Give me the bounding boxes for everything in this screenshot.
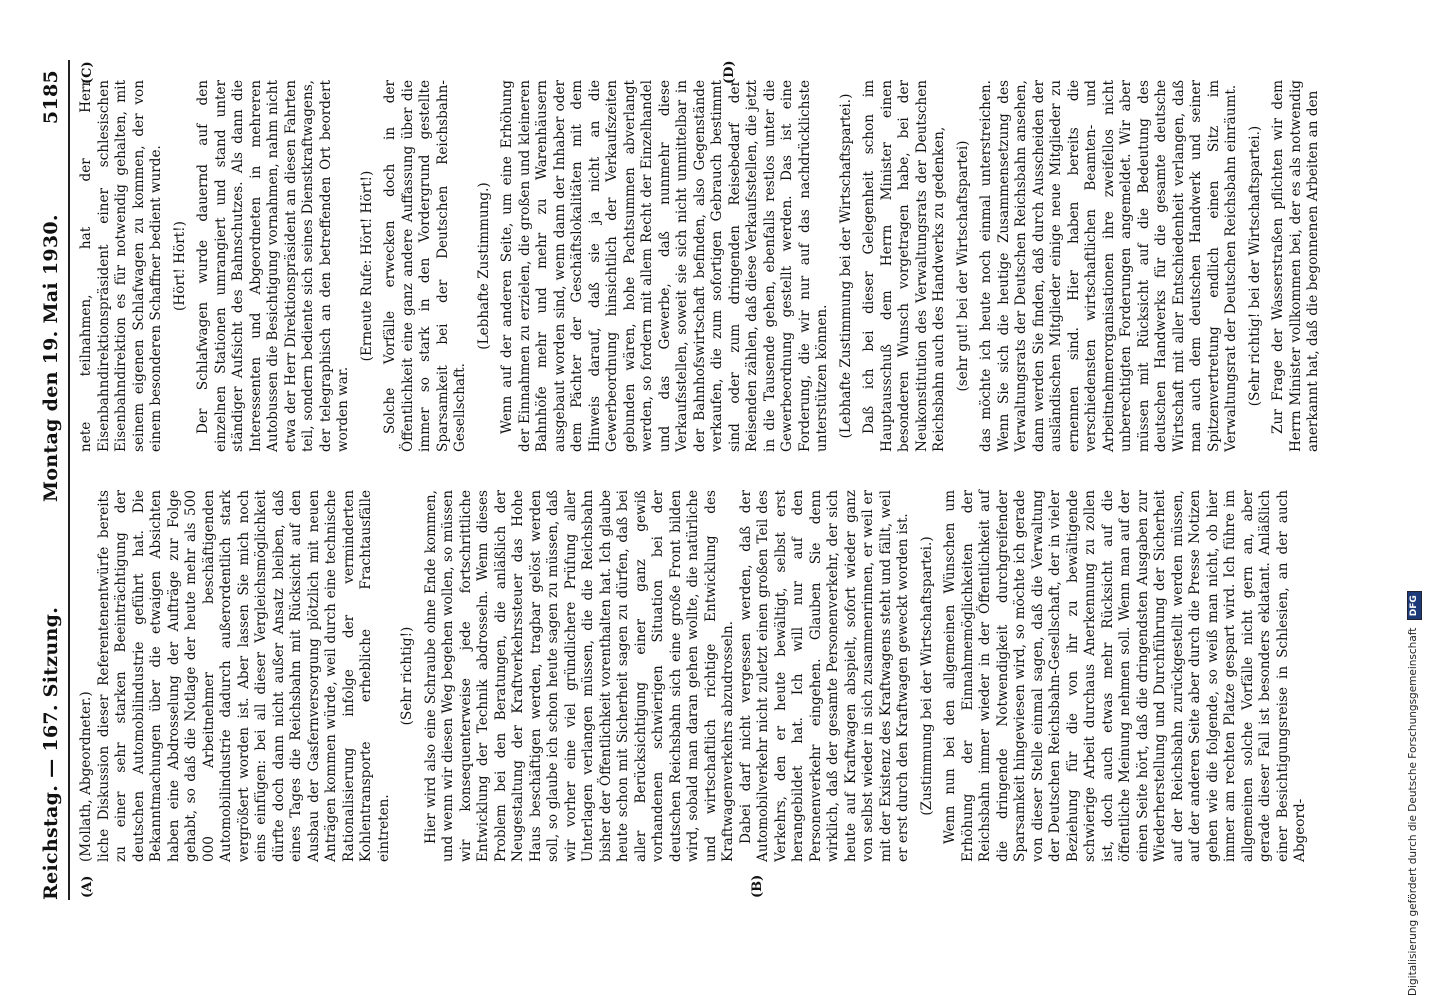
document-page [32, 50, 1402, 950]
paragraph: liche Diskussion dieser Referentenentwürfe bereits zu einer sehr starken Beeinträchtigung der deutschen Automobilindustrie geführt hat. Die Bekanntmachungen über die etwaigen Absichten haben eine Abdrosselung der Aufträge zur Folge gehabt, so daß die Notlage der heute mehr als 500 000 Arbeitnehmer beschäftigenden Automobilindustrie dadurch außerordentlich stark vergrößert worden ist. Aber lassen Sie mich noch eins einfügen: bei all dieser Vergleichsmöglichkeit dürfte doch dann nicht außer Ansatz bleiben, daß eines Tages die Reichsbahn mit Rücksicht auf den Ausbau der Gasfernversorgung plötzlich mit neuen Anträgen kommen würde, weil durch eine technische Rationalisierung infolge der verminderten Kohlentransporte erhebliche Frachtausfälle eintreten. [95, 490, 392, 862]
interjection: (sehr gut! bei der Wirtschaftspartei) [954, 140, 971, 392]
paragraph: das möchte ich heute noch einmal unterstreichen. Wenn Sie sich die heutige Zusammensetzung des Verwaltungsrats der Deutschen Reichsbahn ansehen, dann werden Sie finden, daß durch Ausscheiden der ausländischen Mitglieder einige neue Mitglieder zu ernennen sind. Hier haben bereits die verschiedensten wirtschaftlichen Beamten- und Arbeitnehmerorganisationen ihre zweifellos nicht unberechtigten Forderungen angemeldet. Wir aber müssen mit Rücksicht auf die Bedeutung des deutschen Handwerks für die gesamte deutsche Wirtschaft mit aller Entschiedenheit verlangen, daß man auch dem deutschen Handwerk und seiner Spitzenvertretung endlich einen Sitz im Verwaltungsrat der Deutschen Reichsbahn einräumt. [978, 80, 1239, 452]
header-date: Montag den 19. Mai 1930. [40, 214, 62, 502]
interjection: (Erneute Rufe: Hört! Hört!) [358, 170, 375, 362]
interjection: (Zustimmung bei der Wirtschaftspartei.) [918, 536, 935, 816]
text-column-left [78, 490, 1310, 862]
paragraph: Wenn nun bei den allgemeinen Wünschen um Erhöhung der Einnahmemöglichkeiten der Reichsbahn immer wieder in der Öffentlichkeit auf die dringende Notwendigkeit durchgreifender Sparsamkeit hingewiesen wird, so möchte ich gerade von dieser Stelle einmal sagen, daß die Verwaltung der Deutschen Reichsbahn-Gesellschaft, der in vieler Beziehung für die von ihr zu bewältigende schwierige Arbeit durchaus Anerkennung zu zollen ist, doch auch etwas mehr Rücksicht auf die öffentliche Meinung nehmen soll. Wenn man auf der einen Seite hört, daß die dringendsten Ausgaben zur Wiederherstellung und Durchführung der Sicherheit auf der Reichsbahn zurückgestellt werden müssen, auf der anderen Seite aber durch die Presse Notizen gehen wie die folgende, so weiß man nicht, ob hier immer am rechten Platze gespart wird. Ich führe im allgemeinen solche Vorfälle nicht gern an, aber gerade dieser Fall ist besonders eklatant. Anläßlich einer Besichtigungsreise in Schlesien, an der auch Abgeord- [942, 490, 1308, 862]
paragraph: Daß ich bei dieser Gelegenheit schon im Hauptausschuß dem Herrn Minister einen besonderen Wunsch vorgetragen habe, bei der Neukonstitution des Verwaltungsrats der Deutschen Reichsbahn auch des Handwerks zu gedenken, [861, 80, 947, 452]
paragraph: Wenn auf der anderen Seite, um eine Erhöhung der Einnahmen zu erzielen, die großen und kleineren Bahnhöfe mehr und mehr zu Warenhäusern ausgebaut worden sind, wenn dann der Inhaber oder dem Pächter der Geschäftslokalitäten mit dem Hinweis darauf, daß sie ja nicht an die Gewerbeordnung hinsichtlich der Verkaufszeiten gebunden wären, hohe Pachtsummen abverlangt werden, so fordern mit allem Recht der Einzelhandel und das Gewerbe, daß nunmehr diese Verkaufsstellen, soweit sie sich nicht unmittelbar in der Bahnhofswirtschaft befinden, also Gegenstände verkaufen, die zum sofortigen Gebrauch bestimmt sind oder zum dringenden Reisebedarf der Reisenden zählen, daß diese Verkaufsstellen, die jetzt in die Tausende gehen, ebenfalls restlos unter die Gewerbeordnung gestellt werden. Das ist eine Forderung, die wir nur auf das nachdrücklichste unterstützen können. [499, 80, 830, 452]
paragraph: Der Schlafwagen wurde dauernd auf den einzelnen Stationen umrangiert und stand unter ständiger Aufsicht des Bahnschutzes. Als dann die Interessenten und Abgeordneten in mehreren Autobussen die Besichtigung vornahmen, nahm nicht etwa der Herr Direktionspräsident an diesen Fahrten teil, sondern bediente sich seines Dienstkraftwagens, der telegraphisch an den betreffenden Ort beordert worden war. [195, 80, 351, 452]
paragraph: Solche Vorfälle erwecken doch in der Öffentlichkeit eine ganz andere Auffassung über die immer so stark in den Vordergrund gestellte Sparsamkeit bei der Deutschen Reichsbahn-Gesellschaft. [382, 80, 468, 452]
dfg-logo: DFG [1407, 591, 1422, 620]
credit-text: Digitalisierung gefördert durch die Deutsche Forschungsgemeinschaft [1407, 627, 1419, 996]
margin-mark-c: (C) [80, 61, 95, 84]
digitization-credit [1396, 6, 1430, 996]
text-column-right [78, 80, 1323, 452]
paragraph: nete teilnahmen, hat der Herr Eisenbahndirektionspräsident einer schlesischen Eisenbahndirektion es für notwendig gehalten, mit seinem eigenen Schlafwagen zu kommen, der von einem besonderen Schaffner bedient wurde. [78, 80, 164, 452]
margin-mark-b: (B) [750, 874, 765, 898]
margin-mark-a: (A) [80, 875, 95, 898]
paragraph: Zur Frage der Wasserstraßen pflichten wir dem Herrn Minister vollkommen bei, der es als notwendig anerkannt hat, daß die begonnenen Arbeiten an den [1270, 80, 1321, 452]
paragraph: Dabei darf nicht vergessen werden, daß der Automobilverkehr nicht zuletzt einen großen Teil des Verkehrs, den er heute bewältigt, selbst erst herangebildet hat. Ich will nur auf den Personenverkehr eingehen. Glauben Sie denn wirklich, daß der gesamte Personenverkehr, der sich heute auf Kraftwagen abspielt, sofort wieder ganz von selbst wieder in sich zusammenrinnen, er weil er mit der Existenz des Kraftwagens steht und fällt, weil er erst durch den Kraftwagen geweckt worden ist. [737, 490, 911, 862]
interjection: (Sehr richtig! bei der Wirtschaftspartei.) [1246, 125, 1263, 407]
page-header [36, 60, 70, 900]
interjection: (Sehr richtig!) [399, 626, 415, 726]
header-left: Reichstag. — 167. Sitzung. [40, 606, 62, 900]
interjection: (Hört! Hört!) [171, 221, 188, 311]
margin-mark-d: (D) [722, 60, 737, 84]
interjection: (Lebhafte Zustimmung bei der Wirtschaftspartei.) [837, 93, 854, 439]
paragraph: (Mollath, Abgeordneter.) [78, 691, 94, 862]
paragraph: Hier wird also eine Schraube ohne Ende kommen, und wenn wir diesen Weg begehen wollen, so müssen wir konsequenterweise jede fortschrittliche Entwicklung der Technik abdrosseln. Wenn dieses Problem bei den Beratungen, die anläßlich der Neugestaltung der Kraftverkehrssteuer das Hohe Haus beschäftigen werden, tragbar gelöst werden soll, so glaube ich schon heute sagen zu müssen, daß wir vorher eine viel gründlichere Prüfung aller Unterlagen verlangen müssen, die die Reichsbahn bisher der Öffentlichkeit vorenthalten hat. Ich glaube heute schon mit Sicherheit sagen zu dürfen, daß bei aller Berücksichtigung einer ganz gewiß vorhandenen schwierigen Situation bei der deutschen Reichsbahn sich eine große Front bilden wird, sobald man daran gehen wollte, die natürliche und wirtschaftlich richtige Entwicklung des Kraftwagenverkehrs abzudrosseln. [422, 490, 736, 862]
interjection: (Lebhafte Zustimmung.) [475, 182, 492, 350]
page-number: 5185 [40, 70, 62, 125]
